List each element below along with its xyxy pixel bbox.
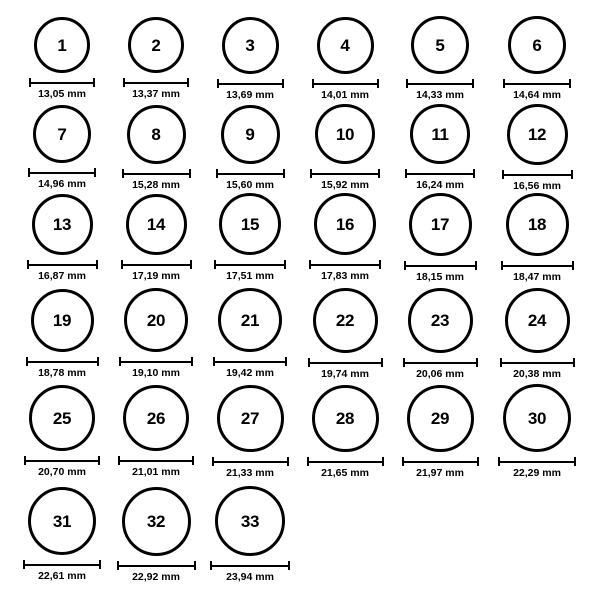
- diameter-mm-label: 13,69 mm: [226, 88, 274, 101]
- diameter-mm-label: 19,42 mm: [226, 367, 274, 379]
- ring-circle-icon: [29, 385, 95, 451]
- ring-circle-icon: [31, 289, 94, 352]
- diameter-measure-bar: [29, 78, 95, 87]
- measure-cap-right-icon: [381, 358, 383, 367]
- diameter-measure-bar: [216, 169, 285, 178]
- diameter-measure-bar: [405, 169, 475, 178]
- measure-line: [500, 362, 575, 364]
- ring-circle-icon: [124, 288, 188, 352]
- measure-cap-right-icon: [98, 456, 100, 465]
- diameter-mm-label: 15,92 mm: [321, 179, 369, 191]
- measure-line: [404, 265, 477, 267]
- diameter-mm-label: 20,70 mm: [38, 466, 86, 478]
- measure-line: [307, 461, 384, 463]
- diameter-mm-label: 22,29 mm: [513, 467, 561, 479]
- measure-cap-left-icon: [213, 357, 215, 366]
- ring-size-cell: [392, 385, 488, 479]
- measure-cap-right-icon: [287, 457, 289, 466]
- ring-size-cell: [202, 288, 298, 379]
- diameter-mm-label: 19,10 mm: [132, 367, 180, 379]
- measure-cap-left-icon: [501, 261, 503, 270]
- measure-cap-left-icon: [121, 260, 123, 269]
- diameter-mm-label: 20,38 mm: [513, 367, 561, 380]
- diameter-mm-label: 22,92 mm: [132, 570, 180, 583]
- measure-cap-right-icon: [377, 79, 379, 88]
- ring-circle-wrap: [505, 288, 570, 353]
- ring-size-label: 2: [151, 35, 161, 55]
- measure-cap-left-icon: [307, 457, 309, 466]
- ring-size-label: 24: [527, 310, 547, 330]
- measure-cap-right-icon: [194, 561, 196, 570]
- ring-circle-wrap: [29, 385, 95, 451]
- measure-cap-right-icon: [475, 261, 477, 270]
- diameter-mm-label: 21,01 mm: [132, 466, 180, 478]
- diameter-measure-bar: [310, 169, 380, 178]
- measure-line: [121, 264, 192, 266]
- measure-cap-left-icon: [312, 79, 314, 88]
- diameter-mm-label: 17,19 mm: [132, 269, 180, 282]
- measure-cap-right-icon: [382, 457, 384, 466]
- diameter-mm-label: 22,61 mm: [38, 570, 86, 582]
- measure-cap-left-icon: [214, 260, 216, 269]
- diameter-measure-bar: [213, 357, 287, 366]
- ring-circle-icon: [128, 17, 184, 73]
- ring-circle-wrap: [217, 385, 284, 452]
- ring-circle-icon: [127, 105, 186, 164]
- ring-circle-icon: [411, 16, 469, 74]
- measure-cap-right-icon: [285, 357, 287, 366]
- ring-size-label: 8: [151, 124, 161, 144]
- measure-cap-left-icon: [29, 78, 31, 87]
- diameter-measure-bar: [27, 260, 98, 269]
- diameter-measure-bar: [24, 456, 100, 465]
- ring-size-label: 29: [430, 408, 450, 428]
- ring-size-cell: [489, 16, 585, 101]
- measure-cap-right-icon: [569, 79, 571, 88]
- ring-circle-wrap: [31, 289, 94, 352]
- measure-cap-right-icon: [93, 78, 95, 87]
- ring-circle-wrap: [222, 17, 279, 74]
- ring-circle-wrap: [314, 193, 376, 255]
- ring-size-cell: [108, 105, 204, 191]
- diameter-measure-bar: [406, 79, 474, 88]
- ring-size-label: 25: [52, 408, 72, 428]
- measure-cap-right-icon: [378, 169, 380, 178]
- diameter-mm-label: 14,01 mm: [321, 88, 369, 101]
- measure-cap-left-icon: [405, 169, 407, 178]
- diameter-mm-label: 18,78 mm: [38, 366, 86, 379]
- measure-cap-right-icon: [572, 261, 574, 270]
- ring-circle-wrap: [317, 17, 374, 74]
- measure-line: [122, 173, 191, 175]
- ring-size-cell: [14, 17, 110, 100]
- diameter-measure-bar: [404, 261, 477, 270]
- measure-cap-left-icon: [310, 169, 312, 178]
- ring-circle-icon: [218, 288, 282, 352]
- measure-line: [212, 461, 289, 463]
- measure-cap-left-icon: [498, 457, 500, 466]
- diameter-measure-bar: [118, 456, 194, 465]
- ring-size-label: 10: [335, 124, 355, 144]
- measure-cap-left-icon: [212, 457, 214, 466]
- measure-cap-right-icon: [191, 357, 193, 366]
- measure-cap-left-icon: [502, 170, 504, 179]
- measure-cap-left-icon: [404, 261, 406, 270]
- ring-circle-icon: [217, 385, 284, 452]
- ring-circle-wrap: [508, 16, 566, 74]
- measure-cap-right-icon: [472, 79, 474, 88]
- measure-line: [503, 83, 571, 85]
- diameter-mm-label: 16,87 mm: [38, 269, 86, 282]
- ring-circle-wrap: [215, 486, 285, 556]
- diameter-measure-bar: [307, 457, 384, 466]
- diameter-mm-label: 21,33 mm: [226, 466, 274, 479]
- measure-line: [406, 83, 474, 85]
- ring-circle-wrap: [28, 487, 96, 555]
- ring-circle-icon: [407, 385, 474, 452]
- measure-line: [501, 265, 574, 267]
- ring-circle-wrap: [122, 487, 191, 556]
- measure-line: [26, 361, 99, 363]
- ring-circle-icon: [503, 384, 571, 452]
- measure-cap-right-icon: [282, 79, 284, 88]
- ring-circle-wrap: [126, 194, 187, 255]
- ring-circle-icon: [222, 17, 279, 74]
- ring-circle-wrap: [506, 193, 569, 256]
- measure-cap-left-icon: [28, 168, 30, 177]
- diameter-measure-bar: [26, 357, 99, 366]
- ring-circle-wrap: [218, 288, 282, 352]
- measure-line: [216, 173, 285, 175]
- diameter-measure-bar: [501, 261, 574, 270]
- measure-line: [24, 460, 100, 462]
- ring-size-label: 18: [527, 214, 547, 234]
- ring-size-cell: [297, 193, 393, 282]
- ring-circle-icon: [33, 105, 91, 163]
- diameter-measure-bar: [312, 79, 379, 88]
- ring-circle-icon: [28, 487, 96, 555]
- ring-size-label: 5: [435, 35, 445, 55]
- diameter-mm-label: 19,74 mm: [321, 367, 369, 380]
- ring-size-cell: [392, 193, 488, 283]
- diameter-mm-label: 13,37 mm: [132, 88, 180, 100]
- ring-size-label: 31: [52, 511, 72, 531]
- measure-line: [312, 83, 379, 85]
- measure-line: [214, 264, 286, 266]
- ring-circle-icon: [313, 288, 378, 353]
- measure-line: [29, 82, 95, 84]
- measure-cap-right-icon: [573, 358, 575, 367]
- measure-line: [403, 362, 478, 364]
- diameter-measure-bar: [308, 358, 383, 367]
- ring-size-label: 14: [146, 214, 166, 234]
- measure-cap-left-icon: [503, 79, 505, 88]
- ring-size-cell: [392, 288, 488, 380]
- measure-cap-left-icon: [24, 456, 26, 465]
- ring-size-label: 33: [240, 511, 260, 531]
- measure-line: [402, 461, 479, 463]
- measure-line: [498, 461, 576, 463]
- measure-cap-right-icon: [94, 168, 96, 177]
- ring-circle-wrap: [123, 385, 189, 451]
- ring-circle-wrap: [221, 105, 280, 164]
- measure-cap-left-icon: [210, 561, 212, 570]
- diameter-mm-label: 16,56 mm: [513, 179, 561, 192]
- measure-line: [119, 361, 193, 363]
- ring-circle-wrap: [411, 16, 469, 74]
- ring-size-label: 20: [146, 310, 166, 330]
- ring-circle-icon: [317, 17, 374, 74]
- ring-size-label: 26: [146, 408, 166, 428]
- ring-circle-icon: [126, 194, 187, 255]
- ring-size-cell: [392, 16, 488, 101]
- measure-cap-left-icon: [117, 561, 119, 570]
- diameter-measure-bar: [403, 358, 478, 367]
- diameter-measure-bar: [117, 561, 196, 570]
- ring-size-label: 28: [335, 408, 355, 428]
- ring-size-label: 11: [431, 124, 449, 144]
- diameter-mm-label: 21,97 mm: [416, 466, 464, 479]
- ring-size-cell: [14, 487, 110, 582]
- measure-cap-left-icon: [309, 260, 311, 269]
- ring-circle-icon: [507, 104, 568, 165]
- diameter-measure-bar: [214, 260, 286, 269]
- ring-size-cell: [14, 194, 110, 282]
- ring-circle-icon: [508, 16, 566, 74]
- measure-line: [502, 174, 573, 176]
- measure-cap-right-icon: [473, 169, 475, 178]
- ring-circle-wrap: [127, 105, 186, 164]
- diameter-measure-bar: [28, 168, 96, 177]
- measure-cap-left-icon: [217, 79, 219, 88]
- measure-cap-left-icon: [26, 357, 28, 366]
- measure-line: [117, 565, 196, 567]
- ring-size-cell: [108, 385, 204, 478]
- ring-circle-icon: [219, 193, 281, 255]
- ring-circle-icon: [32, 194, 93, 255]
- ring-circle-icon: [315, 104, 375, 164]
- diameter-mm-label: 23,94 mm: [226, 571, 274, 583]
- measure-cap-left-icon: [118, 456, 120, 465]
- ring-circle-icon: [410, 104, 470, 164]
- diameter-mm-label: 16,24 mm: [416, 179, 464, 191]
- measure-cap-left-icon: [122, 169, 124, 178]
- measure-cap-right-icon: [571, 170, 573, 179]
- measure-cap-left-icon: [119, 357, 121, 366]
- measure-cap-right-icon: [192, 456, 194, 465]
- measure-cap-right-icon: [284, 260, 286, 269]
- ring-size-label: 15: [240, 214, 260, 234]
- ring-circle-wrap: [313, 288, 378, 353]
- measure-line: [28, 172, 96, 174]
- ring-size-cell: [202, 105, 298, 191]
- diameter-mm-label: 20,06 mm: [416, 367, 464, 380]
- ring-circle-wrap: [312, 385, 379, 452]
- measure-line: [217, 83, 284, 85]
- diameter-mm-label: 18,15 mm: [416, 270, 464, 283]
- measure-cap-left-icon: [23, 560, 25, 569]
- diameter-mm-label: 17,51 mm: [226, 270, 274, 282]
- measure-cap-right-icon: [189, 169, 191, 178]
- measure-cap-right-icon: [288, 561, 290, 570]
- measure-line: [405, 173, 475, 175]
- diameter-mm-label: 15,60 mm: [226, 178, 274, 191]
- ring-size-cell: [489, 193, 585, 283]
- diameter-mm-label: 18,47 mm: [513, 270, 561, 283]
- ring-size-label: 27: [240, 408, 260, 428]
- ring-size-label: 19: [52, 310, 72, 330]
- diameter-mm-label: 13,05 mm: [38, 88, 86, 100]
- ring-size-cell: [202, 17, 298, 101]
- ring-circle-wrap: [32, 194, 93, 255]
- measure-cap-left-icon: [308, 358, 310, 367]
- measure-line: [309, 264, 381, 266]
- ring-size-label: 16: [335, 214, 355, 234]
- measure-line: [123, 82, 189, 84]
- measure-cap-right-icon: [574, 457, 576, 466]
- ring-circle-wrap: [409, 193, 472, 256]
- diameter-measure-bar: [23, 560, 101, 569]
- ring-circle-wrap: [124, 288, 188, 352]
- ring-circle-icon: [506, 193, 569, 256]
- measure-cap-right-icon: [283, 169, 285, 178]
- measure-cap-right-icon: [190, 260, 192, 269]
- ring-size-label: 12: [527, 124, 547, 144]
- ring-circle-icon: [505, 288, 570, 353]
- ring-circle-wrap: [503, 384, 571, 452]
- ring-size-cell: [489, 104, 585, 192]
- diameter-measure-bar: [217, 79, 284, 88]
- measure-line: [308, 362, 383, 364]
- diameter-measure-bar: [212, 457, 289, 466]
- ring-circle-wrap: [408, 288, 473, 353]
- ring-circle-icon: [123, 385, 189, 451]
- measure-cap-left-icon: [27, 260, 29, 269]
- ring-size-label: 4: [340, 35, 350, 55]
- ring-size-label: 32: [146, 511, 166, 531]
- ring-size-cell: [297, 104, 393, 191]
- diameter-mm-label: 21,65 mm: [321, 466, 369, 479]
- measure-cap-left-icon: [403, 358, 405, 367]
- diameter-measure-bar: [498, 457, 576, 466]
- measure-cap-right-icon: [97, 357, 99, 366]
- diameter-measure-bar: [119, 357, 193, 366]
- ring-size-label: 13: [52, 214, 72, 234]
- ring-size-label: 17: [430, 214, 450, 234]
- ring-size-cell: [202, 193, 298, 282]
- ring-size-cell: [108, 288, 204, 379]
- ring-circle-wrap: [315, 104, 375, 164]
- ring-circle-wrap: [407, 385, 474, 452]
- ring-size-cell: [202, 385, 298, 479]
- ring-size-cell: [14, 289, 110, 379]
- diameter-measure-bar: [502, 170, 573, 179]
- ring-circle-icon: [221, 105, 280, 164]
- measure-line: [23, 564, 101, 566]
- ring-size-cell: [108, 17, 204, 100]
- diameter-measure-bar: [309, 260, 381, 269]
- ring-circle-wrap: [507, 104, 568, 165]
- measure-cap-right-icon: [477, 457, 479, 466]
- ring-circle-icon: [34, 17, 90, 73]
- measure-cap-left-icon: [500, 358, 502, 367]
- ring-size-cell: [14, 105, 110, 190]
- ring-circle-wrap: [410, 104, 470, 164]
- diameter-measure-bar: [121, 260, 192, 269]
- diameter-measure-bar: [402, 457, 479, 466]
- measure-cap-left-icon: [216, 169, 218, 178]
- measure-cap-right-icon: [187, 78, 189, 87]
- ring-circle-icon: [122, 487, 191, 556]
- ring-size-cell: [297, 385, 393, 479]
- diameter-measure-bar: [122, 169, 191, 178]
- diameter-measure-bar: [123, 78, 189, 87]
- measure-cap-left-icon: [406, 79, 408, 88]
- ring-size-label: 21: [240, 310, 260, 330]
- ring-size-label: 22: [335, 310, 355, 330]
- ring-size-cell: [108, 487, 204, 583]
- ring-size-cell: [108, 194, 204, 282]
- ring-size-label: 1: [57, 35, 67, 55]
- ring-size-label: 9: [245, 124, 255, 144]
- measure-line: [27, 264, 98, 266]
- ring-size-cell: [489, 288, 585, 380]
- measure-cap-right-icon: [96, 260, 98, 269]
- measure-cap-right-icon: [379, 260, 381, 269]
- ring-size-label: 23: [430, 310, 450, 330]
- ring-circle-wrap: [33, 105, 91, 163]
- ring-circle-icon: [215, 486, 285, 556]
- measure-line: [213, 361, 287, 363]
- diameter-mm-label: 17,83 mm: [321, 270, 369, 282]
- ring-circle-wrap: [128, 17, 184, 73]
- diameter-mm-label: 14,33 mm: [416, 89, 464, 101]
- ring-circle-wrap: [34, 17, 90, 73]
- ring-size-cell: [14, 385, 110, 478]
- diameter-measure-bar: [210, 561, 290, 570]
- ring-circle-wrap: [219, 193, 281, 255]
- measure-line: [210, 565, 290, 567]
- measure-cap-right-icon: [99, 560, 101, 569]
- ring-size-label: 6: [532, 35, 542, 55]
- measure-line: [310, 173, 380, 175]
- measure-cap-left-icon: [402, 457, 404, 466]
- ring-size-cell: [392, 104, 488, 191]
- measure-cap-left-icon: [123, 78, 125, 87]
- ring-circle-icon: [314, 193, 376, 255]
- measure-line: [118, 460, 194, 462]
- ring-circle-icon: [408, 288, 473, 353]
- diameter-mm-label: 14,96 mm: [38, 178, 86, 190]
- ring-size-label: 3: [245, 35, 255, 55]
- ring-size-cell: [202, 486, 298, 583]
- ring-circle-icon: [409, 193, 472, 256]
- diameter-mm-label: 14,64 mm: [513, 89, 561, 101]
- ring-size-cell: [297, 17, 393, 101]
- ring-circle-icon: [312, 385, 379, 452]
- ring-size-cell: [297, 288, 393, 380]
- diameter-measure-bar: [503, 79, 571, 88]
- ring-size-label: 30: [527, 408, 547, 428]
- ring-size-label: 7: [57, 124, 67, 144]
- ring-size-cell: [489, 384, 585, 479]
- diameter-mm-label: 15,28 mm: [132, 178, 180, 191]
- measure-cap-right-icon: [476, 358, 478, 367]
- diameter-measure-bar: [500, 358, 575, 367]
